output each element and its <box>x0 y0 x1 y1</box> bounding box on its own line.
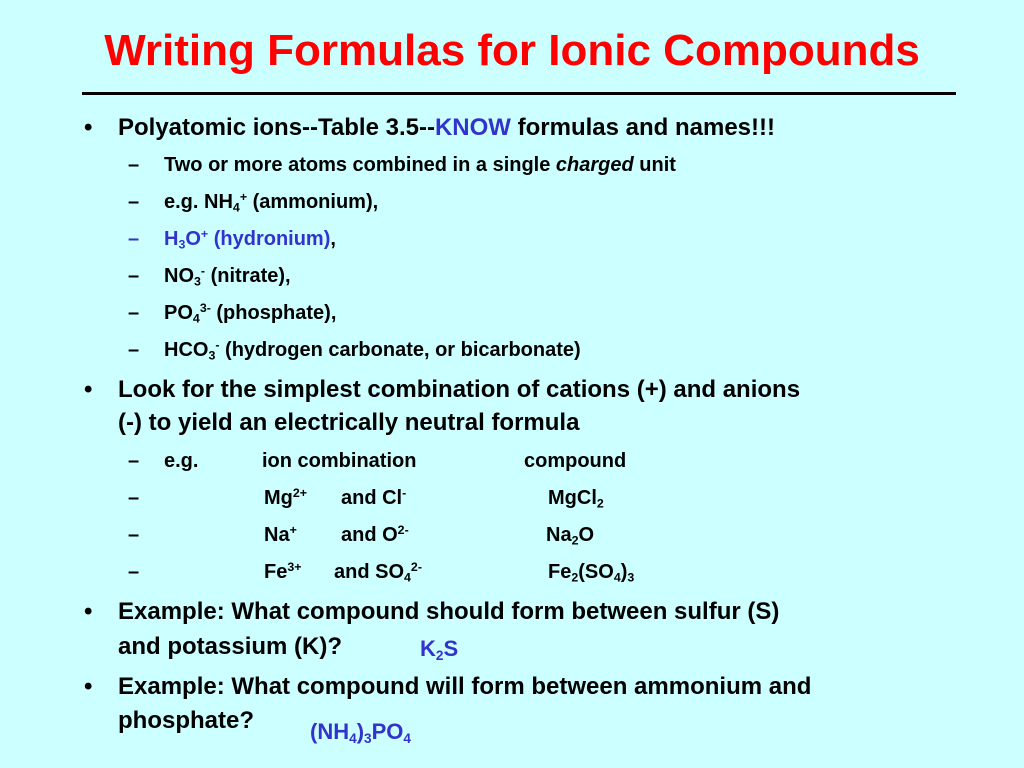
product-formula: (SO <box>578 561 614 583</box>
table-header-compound: compound <box>524 450 627 472</box>
subscript: 2 <box>435 648 444 664</box>
subscript: 2 <box>571 533 579 548</box>
cation <box>264 524 297 547</box>
subscript: 4 <box>403 731 411 747</box>
ion-name: (nitrate), <box>205 265 291 287</box>
anion-symbol: and Cl <box>341 487 403 509</box>
sub-item-definition <box>164 154 676 177</box>
charged-italic: charged <box>555 154 634 176</box>
anion-symbol: and O <box>341 524 398 546</box>
table-eg: e.g. <box>164 450 199 472</box>
dash-marker: – <box>128 487 140 509</box>
formula: PO <box>164 302 193 324</box>
bullet-simplest-combination-line2: (-) to yield an electrically neutral formula <box>118 409 580 436</box>
slide-title: Writing Formulas for Ionic Compounds <box>104 26 920 75</box>
product-formula: O <box>578 524 595 546</box>
answer-k2s <box>420 636 458 662</box>
subscript: 2 <box>571 570 579 585</box>
dash-marker: – <box>128 302 140 324</box>
subscript: 4 <box>192 311 200 326</box>
sub-item-nitrate <box>164 265 291 288</box>
subscript: 2 <box>596 496 604 511</box>
product-formula: MgCl <box>548 487 597 509</box>
ion-name: (phosphate), <box>210 302 337 324</box>
dash-marker: – <box>128 450 140 472</box>
superscript: + <box>200 227 209 242</box>
cation-symbol: Na <box>264 524 290 546</box>
sub-item-hydronium <box>164 228 336 251</box>
product-formula: Fe <box>548 561 572 583</box>
superscript: + <box>239 190 248 205</box>
ion-name: (hydronium) <box>208 228 331 250</box>
bullet-simplest-combination-line1: Look for the simplest combination of cations (+) and anions <box>118 376 801 403</box>
superscript: 3+ <box>287 560 302 575</box>
answer-ammonium-phosphate <box>310 719 411 745</box>
dash-marker: – <box>128 154 140 176</box>
dash-marker: – <box>128 524 140 546</box>
product-formula: Na <box>546 524 572 546</box>
anion-symbol: and SO <box>334 561 405 583</box>
subscript: 3 <box>208 348 216 363</box>
answer-formula: ) <box>356 719 365 744</box>
subscript: 3 <box>194 274 201 289</box>
bullet-polyatomic-ions <box>118 114 775 142</box>
formula: O <box>185 228 201 250</box>
cation <box>264 487 307 510</box>
anion <box>341 487 406 510</box>
dash-marker: – <box>128 339 140 361</box>
subscript: 3 <box>364 731 372 747</box>
bullet-text: formulas and names!!! <box>510 114 775 141</box>
superscript: 2- <box>410 560 422 575</box>
product <box>548 561 634 584</box>
cation <box>264 561 301 584</box>
sub-text: unit <box>633 154 676 176</box>
bullet-example-sulfur-line2: and potassium (K)? <box>118 633 343 660</box>
dash-marker: – <box>128 191 140 213</box>
answer-formula: PO <box>371 719 404 744</box>
bullet-marker: • <box>84 114 93 141</box>
know-emphasis: KNOW <box>434 114 511 141</box>
formula: NO <box>164 265 194 287</box>
bullet-marker: • <box>84 376 93 403</box>
product <box>548 487 604 510</box>
subscript: 3 <box>627 570 635 585</box>
sub-item-ammonium <box>164 191 378 214</box>
bullet-example-ammonium-line1: Example: What compound will form between ammonium and <box>118 673 812 700</box>
superscript: - <box>215 338 220 353</box>
sub-item-phosphate <box>164 302 336 325</box>
superscript: + <box>289 523 297 538</box>
anion <box>341 524 409 547</box>
sub-item-bicarbonate <box>164 339 581 362</box>
superscript: - <box>200 264 206 279</box>
superscript: 2- <box>397 523 409 538</box>
title-rule <box>82 92 956 95</box>
anion <box>334 561 422 584</box>
bullet-text: Polyatomic ions--Table 3.5-- <box>118 114 435 141</box>
superscript: 3- <box>199 301 211 316</box>
formula: e.g. NH <box>164 191 233 213</box>
dash-marker: – <box>128 561 140 583</box>
answer-formula: K <box>420 636 436 661</box>
table-header-ion-combination: ion combination <box>262 450 417 472</box>
ion-name: (hydrogen carbonate, or bicarbonate) <box>219 339 581 361</box>
bullet-marker: • <box>84 598 93 625</box>
subscript: 4 <box>613 570 621 585</box>
subscript: 4 <box>232 200 240 215</box>
subscript: 4 <box>349 731 357 747</box>
ion-name: (ammonium), <box>247 191 379 213</box>
product-formula: ) <box>620 561 628 583</box>
formula: HCO <box>164 339 209 361</box>
subscript: 3 <box>178 237 186 252</box>
cation-symbol: Mg <box>264 487 293 509</box>
formula: H <box>164 228 179 250</box>
superscript: 2+ <box>292 486 308 501</box>
dash-marker: – <box>128 228 140 250</box>
bullet-example-sulfur-line1: Example: What compound should form between sulfur (S) <box>118 598 780 625</box>
answer-formula: (NH <box>310 719 350 744</box>
answer-formula: S <box>443 636 459 661</box>
sub-text: Two or more atoms combined in a single <box>164 154 556 176</box>
comma: , <box>330 228 336 250</box>
dash-marker: – <box>128 265 140 287</box>
subscript: 4 <box>404 570 411 585</box>
product <box>546 524 594 547</box>
cation-symbol: Fe <box>264 561 288 583</box>
bullet-marker: • <box>84 673 93 700</box>
bullet-example-ammonium-line2: phosphate? <box>118 707 254 734</box>
superscript: - <box>402 486 407 501</box>
